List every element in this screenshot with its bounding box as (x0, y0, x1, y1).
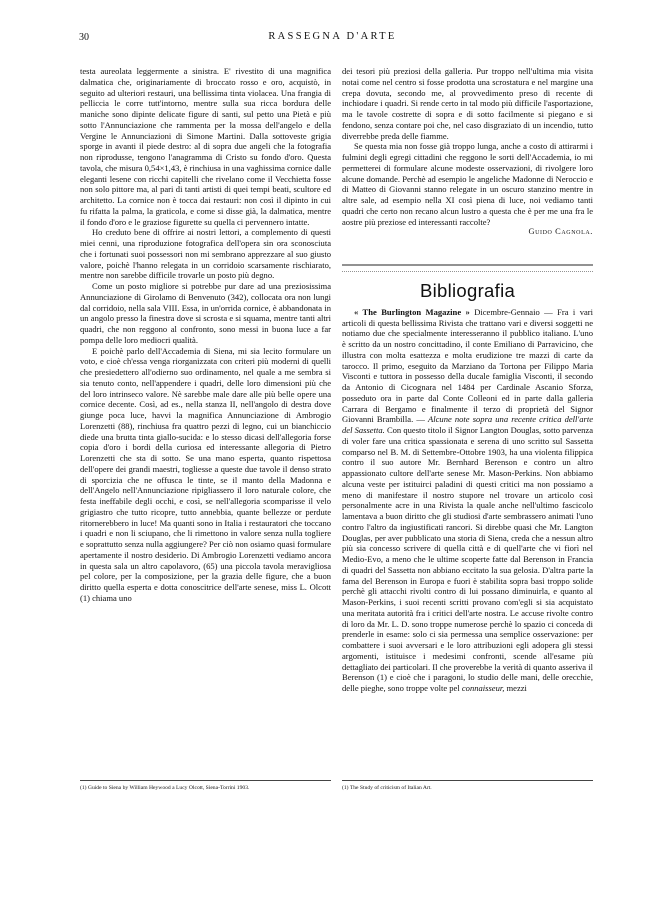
author-signature: Guido Cagnola. (528, 227, 593, 237)
section-title: Bibliografia (419, 280, 516, 301)
right-column (342, 66, 593, 694)
paragraph: Se questa mia non fosse già troppo lunga, anche a costo di attirarmi i fulmini degli egregi cittadini che reggono le sorti dell'Accademia, io mi permetterei di formulare alcune modeste osservazioni, di rivolgere loro alcune domande. Perchè ad esempio le angeliche Madonne di Neroccio e di Matteo di Giovanni stanno relegate in un oscuro stanzino mentre in altre sale, ad esempio nella XI così piena di luce, noi vediamo tanti quadri che certo non recano alcun lustro a questa che è per me una fra le aostre più preziose ed interessanti raccolte? (342, 141, 593, 227)
ornamental-divider (342, 264, 593, 272)
running-title: RASSEGNA D'ARTE (268, 31, 397, 42)
paragraph: dei tesori più preziosi della galleria. Pur troppo nell'ultima mia visita notai come nel centro si fosse prodotta una scrostatura e nel margine una crepa dovuta, secondo me, al provvedimento preso di recente di inchiodare i quadri. Si rende certo in tal modo più difficile l'asportazione, ma le tavole costrette di sopra e di sotto facilmente si piegano e si fendono, senza contare poi che, nel caso disgraziato di un incendio, tutto diverrebbe preda delle fiamme. (342, 66, 593, 141)
footnote-rule-right (342, 780, 593, 781)
paragraph: testa aureolata leggermente a sinistra. E' rivestito di una magnifica dalmatica che, originariamente di broccato rosso e oro, acquistò, in seguito ad ulteriori restauri, una bellissima tinta violacea. Una frangia di pelliccia le corre tutt'intorno, mentre sulla sua ricca bordura delle maniche sono dipinte delicate figure di santi, sul petto una Pietà e più sotto l'Annunciazione che rammenta per la mossa dell'angelo e della Vergine le Annunciazioni di Simone Martini. Dalla sottoveste grigia sporge in avanti il piede destro: al di sopra due angeli che la fotografia non riprodusse, tengono l'anagramma di Cristo su fondo d'oro. Questa tavola, che misura 0,54×1,43, è rinchiusa in una vaghissima cornice dalle eleganti lesene con ricchi capitelli che rivelano come il Vecchietta fosse non solo pittore ma, al pari di tanti artisti di quei tempi beati, scultore ed architetto. La cornice non è tocca dai restauri: non così il dipinto in cui fu rifatta la palma, la graticola, e come si disse già, la dalmatica, mentre il fondo d'oro e le graziose figurette su quella ci pervennero intatte. (80, 66, 331, 227)
review-text-end: mezzi (506, 683, 527, 693)
paragraph: Ho creduto bene di offrire ai nostri lettori, a complemento di questi miei cenni, una riproduzione fotografica dell'opera sin ora sconosciuta che i fortunati suoi possessori non mi sembrano apprezzare al suo giusto valore, poichè l'hanno relegata in un corridoio scarsamente rischiarato, mentre non sarebbe difficile trovarle un posto più degno. (80, 227, 331, 281)
review-text-continued: Con questo titolo il Signor Langton Douglas, sotto parvenza di voler fare una critica spassionata e serena di uno scritto sul Sassetta comparso nel B. M. di Settembre-Ottobre 1903, ha una violenta filippica contro il suo autore Mr. Bernhard Berenson e contro un altro appassionato cultore dell'arte senese Mr. Mason-Perkins. Non abbiamo alcuna veste per istituirci paladini di questi critici ma non possiamo a meno di manifestare il nostro stupore nel trovare un articolo così personalmente acre in una Rivista la quale anche nell'ultimo fascicolo lamentava a buon diritto che gli studiosi d'arte sembrassero animati l'uno contro l'altro da ingiustificati rancori. Si direbbe quasi che Mr. Langton Douglas, per aver pubblicato una storia di Siena, creda che a nessun altro più sia concesso scrivere di quella città e di quell'arte che vi fiorì nel Medio-Evo, a meno che le ultime scoperte fatte dal Berenson in Francia di quadri del Sassetta non abbiano eccitato la sua gelosia. D'altra parte la fama del Berenson in Europa e fuori è stabilita sopra basi troppo solide perchè gli attacchi rivolti contro di lui possano diminuirla, e quanto al Mason-Perkins, i suoi recenti scritti provano com'egli si sia acquistato una meritata autorità fra i critici dell'arte nostra. Le accuse rivolte contro di loro da Mr. L. D. sono troppe numerose perchè lo spazio ci conceda di prenderle in esame: solo ci sia permessa una semplice osservazione: per combattere i suoi avversari e le loro attribuzioni egli adopera gli stessi argomenti, istituisce i medesimi confronti, scende all'esame più dettagliato dei particolari. Il che proverebbe la verità di quanto asseriva il Berenson (1) e cioè che i paragoni, lo studio delle mani, delle orecchie, delle pieghe, sono troppe volte pel (342, 425, 593, 693)
footnote-rule-left (80, 780, 331, 781)
footnote-left: (1) Guide to Siena by William Heywood a Lucy Olcott, Siena-Torrini 1903. (80, 785, 250, 791)
paragraph: E poichè parlo dell'Accademia di Siena, mi sia lecito formulare un voto, e cioè ch'essa venga riorganizzata con criteri più moderni di quelli che presiedettero all'odierno suo ordinamento, nel quale a me sembra si sia tenuto conto, nell'appendere i quadri, delle loro dimensioni più che del loro intrinseco valore. Nè sarebbe male dare alle più belle opere una cornice decente. Così, ad es., nella stanza II, nell'angolo di destra dove giunge poca luce, havvi la magnifica Annunciazione di Ambrogio Lorenzetti (88), rinchiusa fra quattro pezzi di legno, cui un bianchiccio diede una brutta tinta giallo-sucida: e lo stesso dicasi dell'allegoria forse copia d'oro i bordi della curiosa ed interessante allegoria di Pietro Lorenzetti che sta di sotto. Se una mano esperta, quanto rispettosa dell'opere dei grandi maestri, togliesse a queste due tavole il denso strato di sporcizia che ne offusca le tinte, se il manto della Madonna e dell'Angelo nell'Annunciazione ripigliassero il loro naturale colore, che festa ineffabile degli occhi, e così, se nell'allegoria scomparisse il velo grigiastro che tutto ricopre, tutto annebbia, quante bellezze or perdute ritornerebbero in luce! Ma quanti sono in Italia i restauratori che toccano i quadri e non li sciupano, che li rimettono in valore senza nulla togliere e soprattutto senza nulla aggiungere? Per ciò non osiamo quasi formulare apertamente il nostro desiderio. Di Ambrogio Lorenzetti vediamo ancora in questa sala un altro capolavoro, (65) una piccola tavola meravigliosa pel colore, per la composizione, per la grazia delle figure, che a buon diritto quella esperta e dotta conoscitrice dell'arte senese, miss L. Olcott (1) chiama uno (80, 345, 331, 603)
paragraph: Come un posto migliore si potrebbe pur dare ad una preziosissima Annunciazione di Girolamo di Benvenuto (342), collocata ora non lungi dal corridoio, nella sala VIII. Essa, in un'orrida cornice, è abbandonata in un angolo presso la finestra dove si scrosta e si squama, mentre tanti altri quadri, che non reggono al confronto, sono messi in buona luce a far pompa delle loro mediocri qualità. (80, 281, 331, 345)
article-title: Alcune note sopra una recente critica dell'arte del Sassetta. (342, 414, 593, 435)
left-column (80, 66, 331, 604)
page-number: 30 (79, 32, 89, 43)
footnote-right: (1) The Study of criticism of Italian Art. (342, 785, 432, 791)
review-italic-word: connaisseur, (461, 683, 505, 693)
review-journal-title: « The Burlington Magazine » (354, 306, 470, 317)
review-text: vari articoli di questa bellissima Rivista che trattano vari e diversi soggetti ne notiamo due che specialmente interesseranno il pubblico italiano. L'uno è scritto da un nostro concittadino, il conte Emiliano di Parravicino, che illustra con molta esattezza e molta erudizione tre mazzi di carte da tarocco. Il primo, eseguito da Marziano da Tortona per Filippo Maria Visconti e tuttora in possesso della ducale famiglia Visconti, il secondo da Antonio di Cicognara nel 1484 per Cardinale Ascanio Sforza, posseduto ora in parte dal Conte Colleoni ed in parte dalla galleria Carrara di Bergamo e finalmente il terzo di proprietà del Signor Giovanni Brambilla. — (342, 306, 593, 425)
review-date: Dicembre-Gennaio — Fra i (474, 306, 576, 317)
review-paragraph (342, 307, 593, 694)
